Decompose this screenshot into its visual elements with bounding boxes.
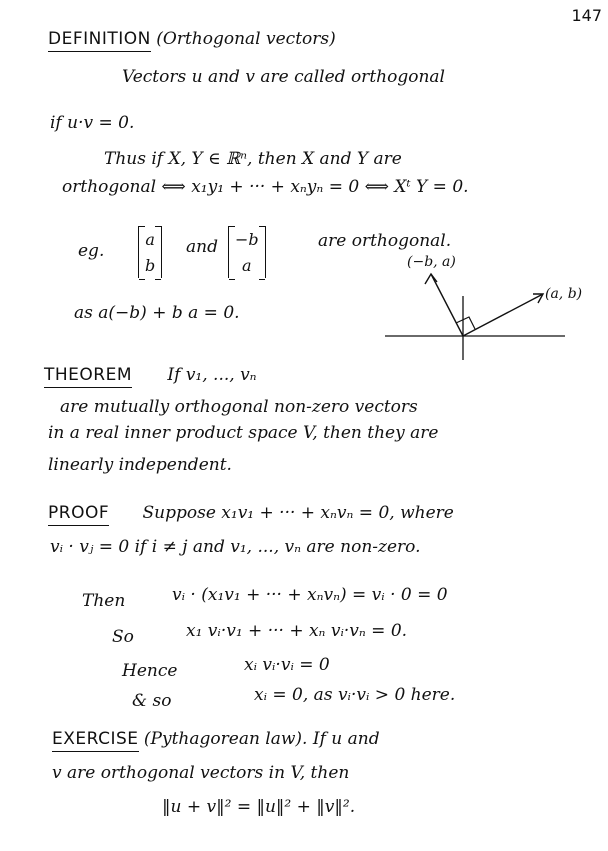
example-reason: as a(−b) + b a = 0.: [74, 303, 240, 323]
proof-line-2: vᵢ · vⱼ = 0 if i ≠ j and v₁, ..., vₙ are non-zero.: [50, 537, 421, 557]
proof-hence-label: Hence: [122, 661, 178, 681]
exercise-line-3: ‖u + v‖² = ‖u‖² + ‖v‖².: [162, 797, 356, 817]
definition-line-4: orthogonal ⟺ x₁y₁ + ··· + xₙyₙ = 0 ⟺ Xᵗ Y = 0.: [62, 177, 469, 197]
proof-soo-label: & so: [132, 691, 172, 711]
vector-1-top: a: [145, 229, 155, 249]
diagram-vector-left: [431, 274, 463, 336]
page-number: 147: [571, 6, 602, 25]
vector-1-bottom: b: [145, 255, 156, 275]
definition-line-1: Vectors u and v are called orthogonal: [122, 67, 445, 87]
proof-then-label: Then: [82, 591, 126, 611]
theorem-heading: THEOREM: [44, 365, 132, 388]
diagram-label-right: (a, b): [545, 286, 583, 302]
theorem-line-3: in a real inner product space V, then they are: [48, 423, 439, 443]
definition-line-3: Thus if X, Y ∈ ℝⁿ, then X and Y are: [104, 149, 402, 169]
vector-2-top: −b: [235, 229, 259, 249]
exercise-heading-rest: (Pythagorean law). If u and: [143, 729, 380, 749]
exercise-heading: EXERCISE: [52, 729, 139, 752]
proof-so-label: So: [112, 627, 134, 647]
vector-2-bottom: a: [242, 255, 252, 275]
example-suffix: are orthogonal.: [318, 231, 452, 251]
theorem-heading-line: [44, 364, 257, 386]
proof-then-expr: vᵢ · (x₁v₁ + ··· + xₙvₙ) = vᵢ · 0 = 0: [172, 585, 448, 605]
example-vector-2: [228, 226, 266, 278]
proof-so-expr: x₁ vᵢ·v₁ + ··· + xₙ vᵢ·vₙ = 0.: [186, 621, 408, 641]
diagram-label-left: (−b, a): [407, 254, 456, 270]
theorem-line-1: If v₁, ..., vₙ: [167, 365, 257, 385]
definition-heading: DEFINITION: [48, 29, 151, 52]
theorem-line-4: linearly independent.: [48, 455, 232, 475]
proof-line-1: Suppose x₁v₁ + ··· + xₙvₙ = 0, where: [142, 503, 454, 523]
example-label: eg.: [78, 241, 105, 261]
orthogonal-vectors-diagram: [385, 240, 585, 360]
theorem-line-2: are mutually orthogonal non-zero vectors: [60, 397, 418, 417]
exercise-line-2: v are orthogonal vectors in V, then: [52, 763, 350, 783]
proof-hence-expr: xᵢ vᵢ·vᵢ = 0: [244, 655, 330, 675]
diagram-vector-right: [463, 294, 543, 336]
proof-heading: PROOF: [48, 503, 109, 526]
proof-soo-expr: xᵢ = 0, as vᵢ·vᵢ > 0 here.: [254, 685, 456, 705]
exercise-heading-line: [52, 728, 380, 750]
definition-line-2: if u·v = 0.: [50, 113, 135, 133]
definition-heading-rest: (Orthogonal vectors): [156, 29, 336, 49]
example-and-label: and: [186, 237, 218, 257]
proof-heading-line: [48, 502, 454, 524]
example-vector-1: [138, 226, 162, 278]
definition-heading-line: [48, 28, 336, 50]
